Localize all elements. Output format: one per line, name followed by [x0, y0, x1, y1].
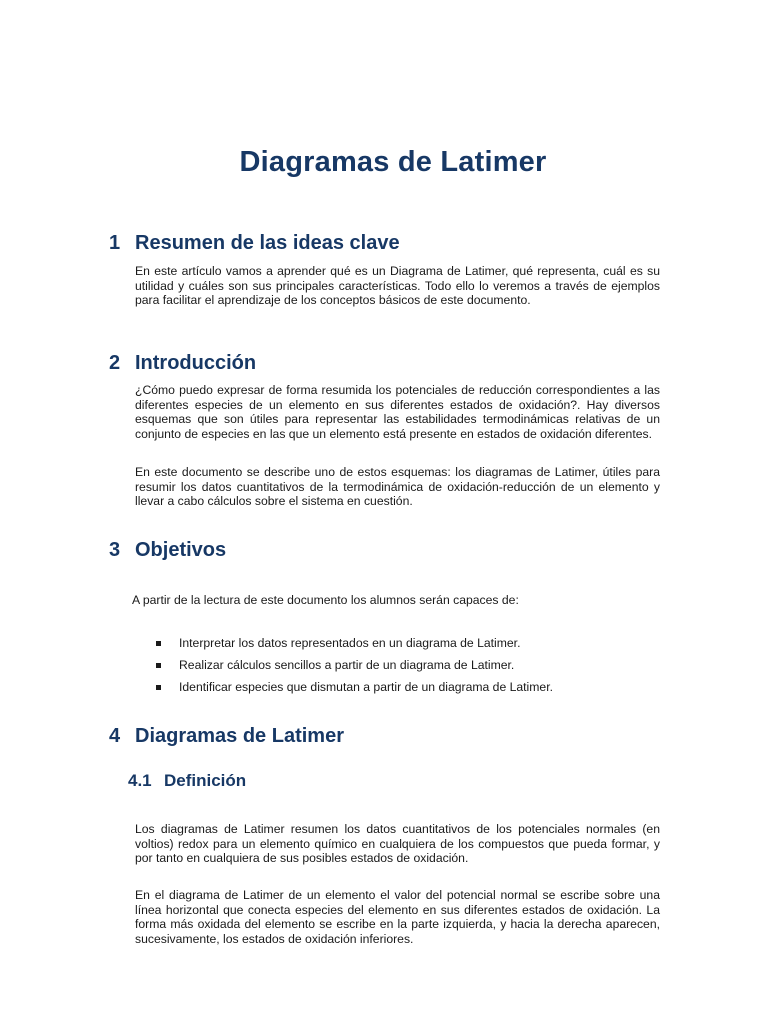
objectives-intro: A partir de la lectura de este documento los alumnos serán capaces de: [132, 593, 519, 607]
section-3-title: Objetivos [135, 539, 227, 561]
subsection-4-1-heading [128, 771, 246, 791]
section-4-title: Diagramas de Latimer [135, 725, 344, 747]
section-2-title: Introducción [135, 352, 257, 374]
list-item-text: Interpretar los datos representados en un diagrama de Latimer. [179, 636, 521, 650]
subsection-4-1-number: 4.1 [128, 771, 152, 790]
bullet-square-icon [156, 641, 161, 646]
list-item-text: Identificar especies que dismutan a partir de un diagrama de Latimer. [179, 680, 553, 694]
subsection-4-1-title: Definición [164, 771, 247, 790]
section-1-title: Resumen de las ideas clave [135, 232, 400, 254]
subsection-4-1-paragraph-1: Los diagramas de Latimer resumen los datos cuantitativos de los potenciales normales (en voltios) redox para un elemento químico en cualquiera de los compuestos que pueda formar, y por tanto en cualquiera de sus posibles estados de oxidación. [135, 822, 660, 866]
bullet-square-icon [156, 663, 161, 668]
section-1-number: 1 [109, 232, 121, 254]
section-1-heading [109, 232, 400, 255]
section-2-heading [109, 352, 256, 375]
section-4-number: 4 [109, 725, 121, 747]
document-title: Diagramas de Latimer [239, 146, 547, 178]
section-2-paragraph-2: En este documento se describe uno de estos esquemas: los diagramas de Latimer, útiles para resumir los datos cuantitativos de la termodinámica de oxidación-reducción de un elemento y llevar a cabo cálculos sobre el sistema en cuestión. [135, 465, 660, 509]
bullet-square-icon [156, 685, 161, 690]
section-4-heading [109, 725, 344, 748]
section-1-paragraph-1: En este artículo vamos a aprender qué es un Diagrama de Latimer, qué representa, cuál es su utilidad y cuáles son sus principales características. Todo ello lo veremos a través de ejemplos para facilitar el aprendizaje de los conceptos básicos de este documento. [135, 264, 660, 308]
list-item-text: Realizar cálculos sencillos a partir de un diagrama de Latimer. [179, 658, 515, 672]
subsection-4-1-paragraph-2: En el diagrama de Latimer de un elemento el valor del potencial normal se escribe sobre una línea horizontal que conecta especies del elemento en sus diferentes estados de oxidación. La forma más oxidada del elemento se escribe en la parte izquierda, y hacia la derecha aparecen, sucesivamente, los estados de oxidación inferiores. [135, 888, 660, 946]
section-3-number: 3 [109, 539, 121, 561]
section-3-heading [109, 539, 226, 562]
section-2-number: 2 [109, 352, 121, 374]
section-2-paragraph-1: ¿Cómo puedo expresar de forma resumida los potenciales de reducción correspondientes a las diferentes especies de un elemento en sus diferentes estados de oxidación?. Hay diversos esquemas que son útiles para representar las estabilidades termodinámicas relativas de un conjunto de especies en las que un elemento está presente en estados de oxidación diferentes. [135, 383, 660, 441]
